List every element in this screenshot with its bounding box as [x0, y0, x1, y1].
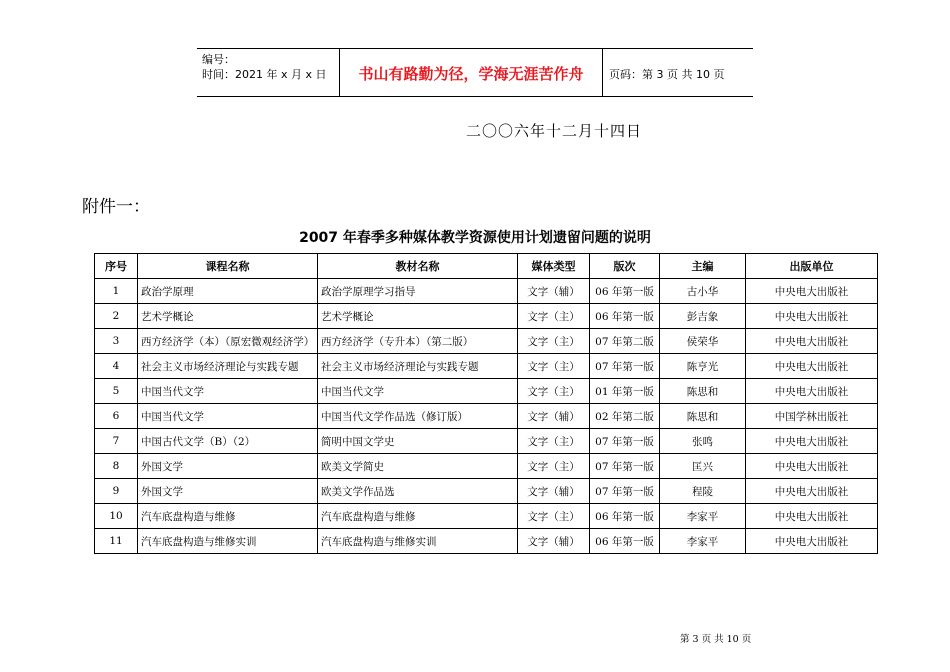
cell-index: 8: [95, 454, 138, 479]
table-row: [95, 529, 878, 554]
cell-textbook: 政治学原理学习指导: [318, 279, 518, 304]
cell-editor: 彭吉象: [660, 304, 746, 329]
cell-media: 文字（主）: [518, 429, 590, 454]
table-row: [95, 429, 878, 454]
cell-publisher: 中央电大出版社: [746, 479, 878, 504]
course-table: [94, 253, 878, 554]
cell-editor: 匡兴: [660, 454, 746, 479]
header-meta: [197, 49, 340, 96]
table-row: [95, 329, 878, 354]
table-row: [95, 279, 878, 304]
table-row: [95, 354, 878, 379]
cell-textbook: 简明中国文学史: [318, 429, 518, 454]
cell-index: 4: [95, 354, 138, 379]
attachment-label: 附件一：: [82, 197, 150, 217]
cell-index: 2: [95, 304, 138, 329]
cell-edition: 06 年第一版: [590, 529, 660, 554]
cell-index: 5: [95, 379, 138, 404]
cell-index: 3: [95, 329, 138, 354]
cell-edition: 07 年第一版: [590, 479, 660, 504]
cell-editor: 陈思和: [660, 404, 746, 429]
cell-textbook: 中国当代文学: [318, 379, 518, 404]
cell-course: 汽车底盘构造与维修实训: [138, 529, 318, 554]
serial-label: 编号：: [202, 53, 235, 66]
cell-course: 中国当代文学: [138, 404, 318, 429]
cell-publisher: 中央电大出版社: [746, 279, 878, 304]
table-row: [95, 454, 878, 479]
header-cell: 教材名称: [318, 254, 518, 279]
cell-media: 文字（主）: [518, 379, 590, 404]
cell-course: 中国当代文学: [138, 379, 318, 404]
cell-publisher: 中央电大出版社: [746, 304, 878, 329]
cell-media: 文字（主）: [518, 504, 590, 529]
cell-editor: 古小华: [660, 279, 746, 304]
cell-course: 外国文学: [138, 454, 318, 479]
cell-publisher: 中央电大出版社: [746, 454, 878, 479]
cell-publisher: 中央电大出版社: [746, 429, 878, 454]
cell-media: 文字（辅）: [518, 404, 590, 429]
table-row: [95, 379, 878, 404]
cell-index: 6: [95, 404, 138, 429]
cell-publisher: 中央电大出版社: [746, 529, 878, 554]
cell-media: 文字（辅）: [518, 479, 590, 504]
cell-course: 汽车底盘构造与维修: [138, 504, 318, 529]
cell-index: 1: [95, 279, 138, 304]
cell-editor: 张鸣: [660, 429, 746, 454]
header-motto: 书山有路勤为径，学海无涯苦作舟: [340, 49, 603, 96]
header-cell: 媒体类型: [518, 254, 590, 279]
cell-textbook: 汽车底盘构造与维修实训: [318, 529, 518, 554]
cell-edition: 07 年第二版: [590, 329, 660, 354]
header-cell: 出版单位: [746, 254, 878, 279]
cell-edition: 06 年第一版: [590, 504, 660, 529]
date-line: 二〇〇六年十二月十四日: [466, 122, 643, 140]
cell-edition: 01 年第一版: [590, 379, 660, 404]
cell-index: 7: [95, 429, 138, 454]
cell-textbook: 欧美文学作品选: [318, 479, 518, 504]
cell-publisher: 中央电大出版社: [746, 354, 878, 379]
cell-textbook: 西方经济学（专升本）（第二版）: [318, 329, 518, 354]
cell-edition: 07 年第一版: [590, 429, 660, 454]
cell-publisher: 中央电大出版社: [746, 329, 878, 354]
cell-media: 文字（主）: [518, 354, 590, 379]
cell-textbook: 艺术学概论: [318, 304, 518, 329]
cell-media: 文字（主）: [518, 454, 590, 479]
header-cell: 序号: [95, 254, 138, 279]
cell-textbook: 欧美文学简史: [318, 454, 518, 479]
cell-course: 西方经济学（本）（原宏微观经济学）: [138, 329, 318, 354]
header-page-info: 页码：第 3 页 共 10 页: [609, 67, 725, 81]
cell-editor: 程陵: [660, 479, 746, 504]
cell-publisher: 中央电大出版社: [746, 504, 878, 529]
cell-media: 文字（主）: [518, 304, 590, 329]
cell-index: 9: [95, 479, 138, 504]
table-row: [95, 304, 878, 329]
cell-edition: 07 年第一版: [590, 454, 660, 479]
cell-textbook: 汽车底盘构造与维修: [318, 504, 518, 529]
cell-editor: 李家平: [660, 504, 746, 529]
time-label: 时间：2021 年 x 月 x 日: [202, 68, 327, 81]
cell-course: 中国古代文学（B）（2）: [138, 429, 318, 454]
table-row: [95, 479, 878, 504]
cell-media: 文字（辅）: [518, 529, 590, 554]
cell-course: 社会主义市场经济理论与实践专题: [138, 354, 318, 379]
cell-media: 文字（主）: [518, 329, 590, 354]
cell-course: 政治学原理: [138, 279, 318, 304]
table-row: [95, 404, 878, 429]
cell-editor: 陈思和: [660, 379, 746, 404]
cell-edition: 02 年第二版: [590, 404, 660, 429]
header-cell: 课程名称: [138, 254, 318, 279]
header-cell: 主编: [660, 254, 746, 279]
cell-publisher: 中央电大出版社: [746, 379, 878, 404]
document-title: 2007 年春季多种媒体教学资源使用计划遗留问题的说明: [299, 230, 651, 246]
cell-edition: 07 年第一版: [590, 354, 660, 379]
cell-editor: 陈亨光: [660, 354, 746, 379]
cell-index: 10: [95, 504, 138, 529]
table-header-row: [95, 254, 878, 279]
document-header: [197, 48, 753, 97]
cell-edition: 06 年第一版: [590, 304, 660, 329]
cell-index: 11: [95, 529, 138, 554]
cell-editor: 李家平: [660, 529, 746, 554]
cell-textbook: 中国当代文学作品选（修订版）: [318, 404, 518, 429]
cell-media: 文字（辅）: [518, 279, 590, 304]
cell-course: 外国文学: [138, 479, 318, 504]
footer-page-number: 第 3 页 共 10 页: [680, 634, 752, 645]
cell-editor: 侯荣华: [660, 329, 746, 354]
cell-textbook: 社会主义市场经济理论与实践专题: [318, 354, 518, 379]
cell-edition: 06 年第一版: [590, 279, 660, 304]
cell-publisher: 中国学林出版社: [746, 404, 878, 429]
cell-course: 艺术学概论: [138, 304, 318, 329]
table-row: [95, 504, 878, 529]
header-cell: 版次: [590, 254, 660, 279]
